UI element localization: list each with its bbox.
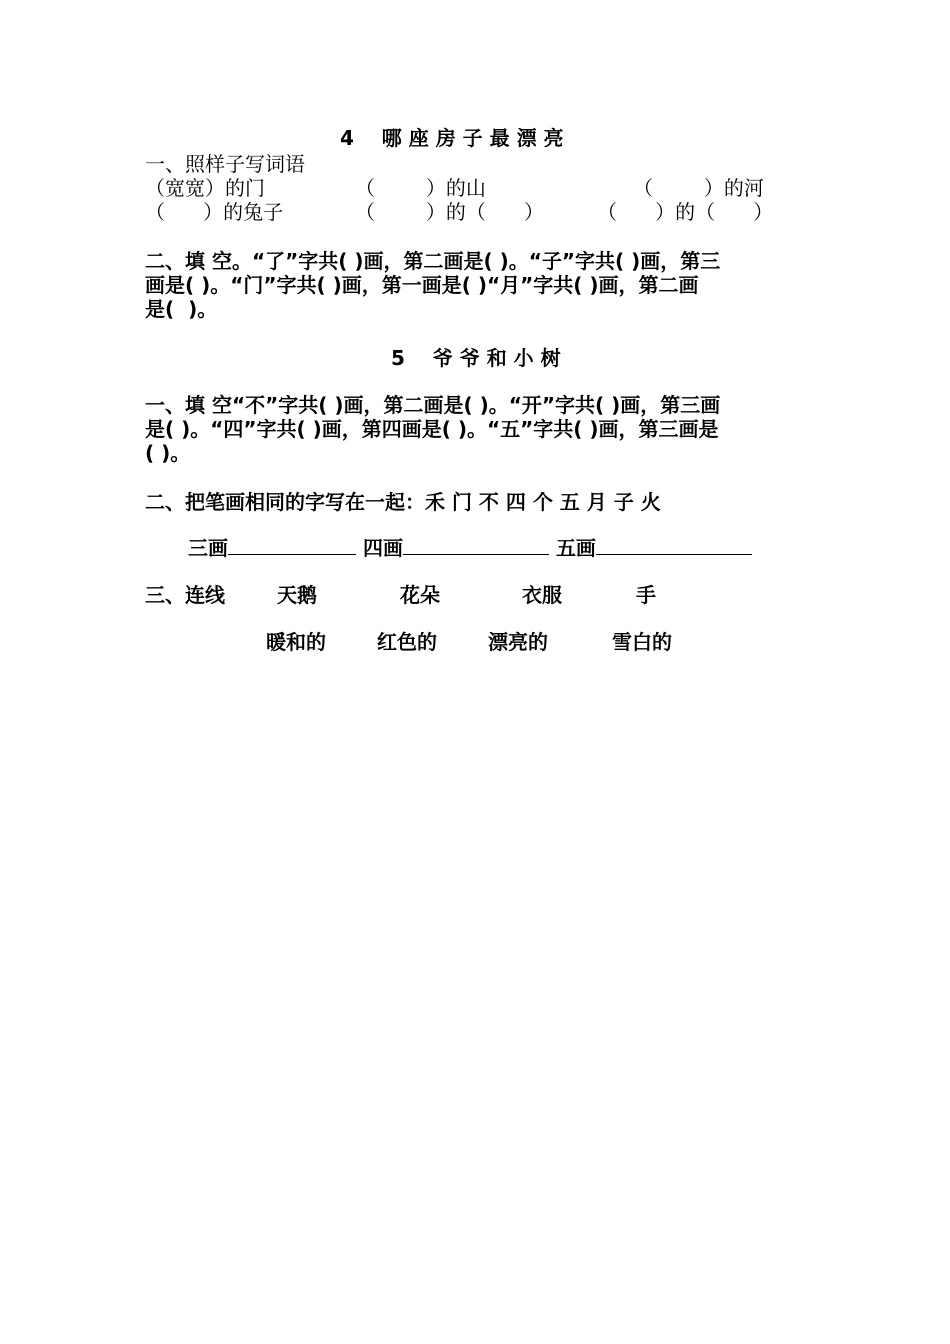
four-strokes-blank[interactable] — [403, 536, 549, 555]
lesson4-section2-line2: 画是( )。“门”字共( )画，第一画是( )“月”字共( )画，第二画 — [145, 273, 699, 297]
five-strokes-label: 五画 — [555, 536, 596, 560]
lesson4-row1-a: （宽宽）的门 — [145, 176, 265, 200]
lesson5-section1-line1: 一、填 空“不”字共( )画，第二画是( )。“开”字共( )画，第三画 — [145, 393, 721, 417]
stroke-groups-row — [188, 536, 752, 560]
lesson5-section2-line: 二、把笔画相同的字写在一起：禾 门 不 四 个 五 月 子 火 — [145, 490, 661, 514]
noun-word[interactable]: 衣服 — [522, 583, 562, 607]
five-strokes-blank[interactable] — [596, 536, 752, 555]
lesson4-row1-b: （ ）的山 — [355, 176, 486, 200]
lesson4-section2-line3: 是( )。 — [145, 297, 218, 321]
lesson5-section1-line3: ( )。 — [145, 441, 191, 465]
adjective-word[interactable]: 暖和的 — [266, 630, 326, 654]
lesson4-row2-b: （ ）的（ ） — [355, 200, 545, 224]
lesson4-title: 4 哪 座 房 子 最 漂 亮 — [340, 126, 564, 150]
adjective-word[interactable]: 雪白的 — [612, 630, 672, 654]
adjective-word[interactable]: 红色的 — [377, 630, 437, 654]
lesson4-row1-c: （ ）的河 — [633, 176, 764, 200]
lesson4-row2-a: （ ）的兔子 — [145, 200, 284, 224]
noun-word[interactable]: 天鹅 — [277, 583, 317, 607]
three-strokes-blank[interactable] — [228, 536, 356, 555]
lesson4-section1-heading: 一、照样子写词语 — [145, 152, 305, 176]
lesson4-row2-c: （ ）的（ ） — [597, 200, 774, 224]
lesson4-section2-line1: 二、填 空。“了”字共( )画，第二画是( )。“子”字共( )画，第三 — [145, 249, 721, 273]
lesson5-section1-line2: 是( )。“四”字共( )画，第四画是( )。“五”字共( )画，第三画是 — [145, 417, 719, 441]
three-strokes-label: 三画 — [188, 536, 228, 560]
noun-word[interactable]: 手 — [636, 583, 656, 607]
lesson5-section3-heading: 三、连线 — [145, 583, 225, 607]
adjective-word[interactable]: 漂亮的 — [488, 630, 548, 654]
four-strokes-label: 四画 — [362, 536, 403, 560]
noun-word[interactable]: 花朵 — [400, 583, 440, 607]
lesson5-title: 5 爷 爷 和 小 树 — [391, 346, 561, 370]
